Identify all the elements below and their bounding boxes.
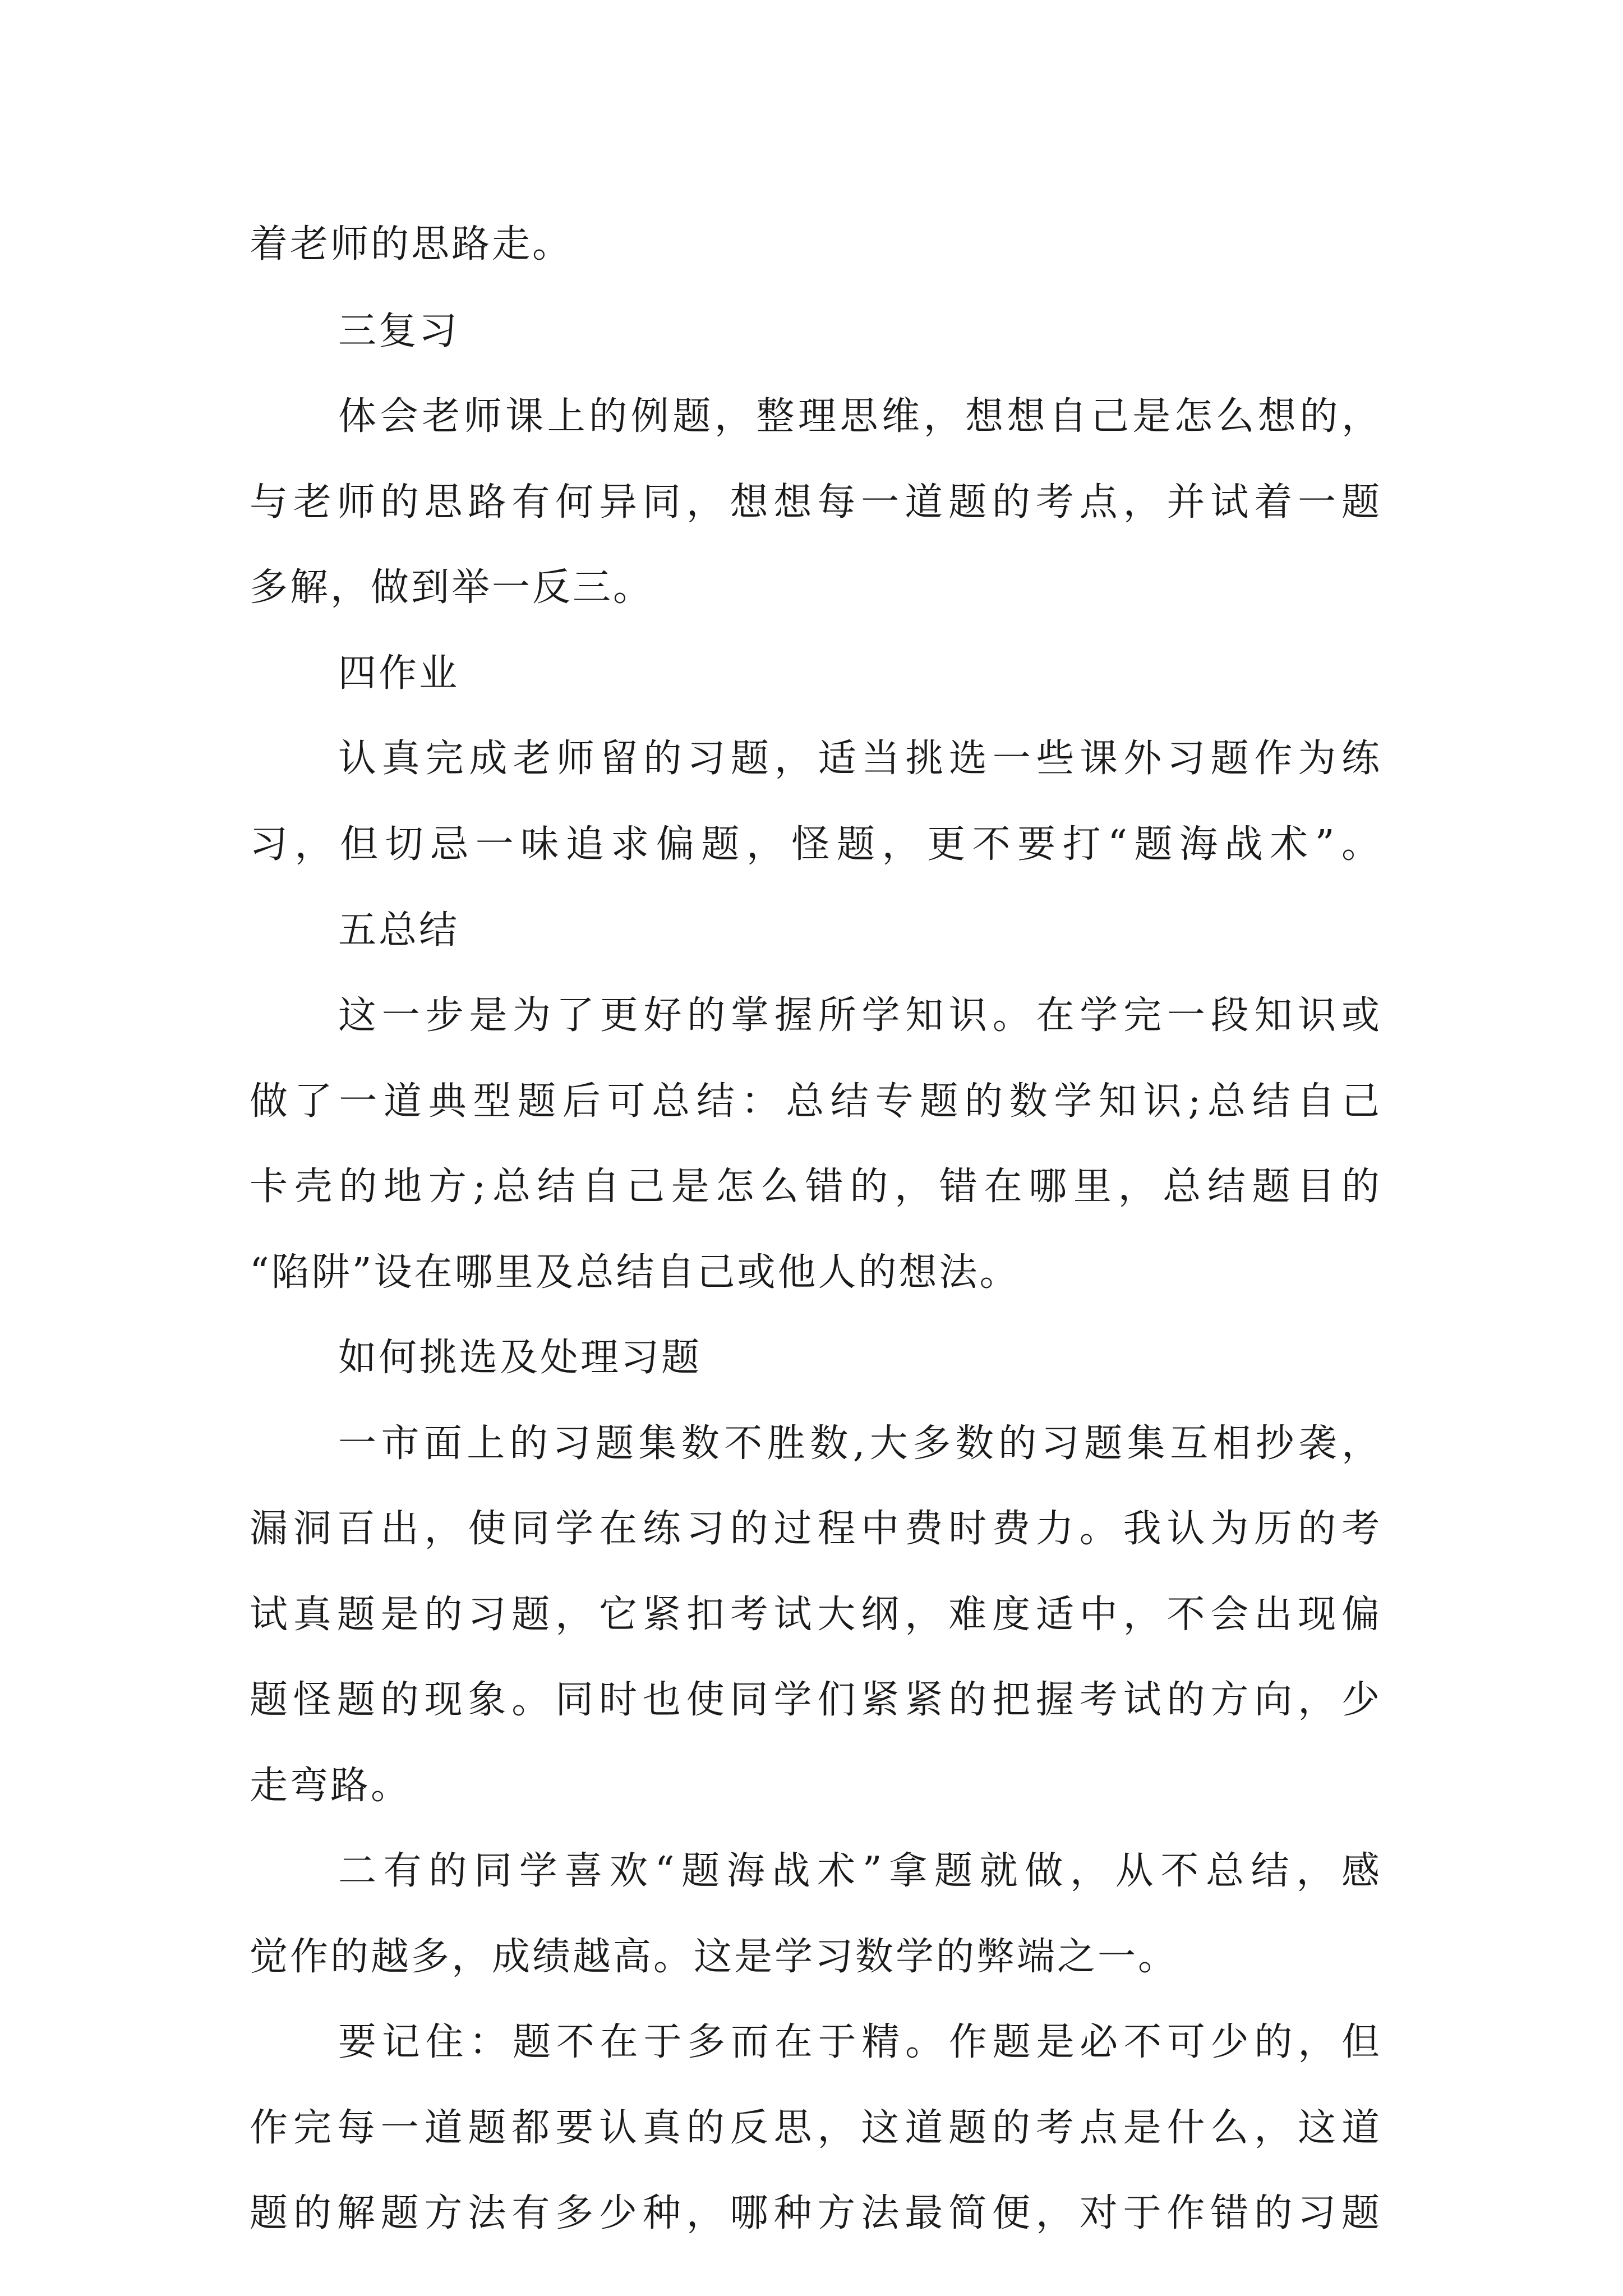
- text-line: 做了一道典型题后可总结：总结专题的数学知识;总结自己: [250, 1079, 1380, 1124]
- text-line: 多解，做到举一反三。: [250, 565, 654, 610]
- text-line: 一市面上的习题集数不胜数,大多数的习题集互相抄袭，: [338, 1421, 1380, 1466]
- section-heading: 四作业: [338, 651, 460, 696]
- text-line: 与老师的思路有何异同，想想每一道题的考点，并试着一题: [250, 480, 1380, 524]
- text-line: 走弯路。: [250, 1764, 412, 1808]
- text-line: 漏洞百出，使同学在练习的过程中费时费力。我认为历的考: [250, 1507, 1380, 1551]
- text-line: 觉作的越多，成绩越高。这是学习数学的弊端之一。: [250, 1935, 1179, 1979]
- text-line: 题怪题的现象。同时也使同学们紧紧的把握考试的方向，少: [250, 1678, 1380, 1722]
- section-heading: 如何挑选及处理习题: [338, 1336, 702, 1380]
- text-line: 二有的同学喜欢“题海战术”拿题就做，从不总结，感: [338, 1849, 1380, 1893]
- text-line: 体会老师课上的例题，整理思维，想想自己是怎么想的，: [338, 394, 1380, 439]
- text-line: 卡壳的地方;总结自己是怎么错的，错在哪里，总结题目的: [250, 1165, 1380, 1209]
- text-line: 这一步是为了更好的掌握所学知识。在学完一段知识或: [338, 993, 1380, 1038]
- text-line: 试真题是的习题，它紧扣考试大纲，难度适中，不会出现偏: [250, 1593, 1380, 1637]
- text-line: 题的解题方法有多少种，哪种方法最简便，对于作错的习题: [250, 2191, 1380, 2235]
- text-line: “陷阱”设在哪里及总结自己或他人的想法。: [250, 1250, 1020, 1295]
- section-heading: 三复习: [338, 309, 460, 353]
- text-line: 要记住：题不在于多而在于精。作题是必不可少的，但: [338, 2020, 1380, 2064]
- section-heading: 五总结: [338, 908, 460, 953]
- text-line: 着老师的思路走。: [250, 222, 573, 266]
- text-line: 作完每一道题都要认真的反思，这道题的考点是什么，这道: [250, 2106, 1380, 2150]
- text-line: 认真完成老师留的习题，适当挑选一些课外习题作为练: [338, 737, 1380, 781]
- text-line: 习，但切忌一味追求偏题，怪题，更不要打“题海战术”。: [250, 822, 1380, 867]
